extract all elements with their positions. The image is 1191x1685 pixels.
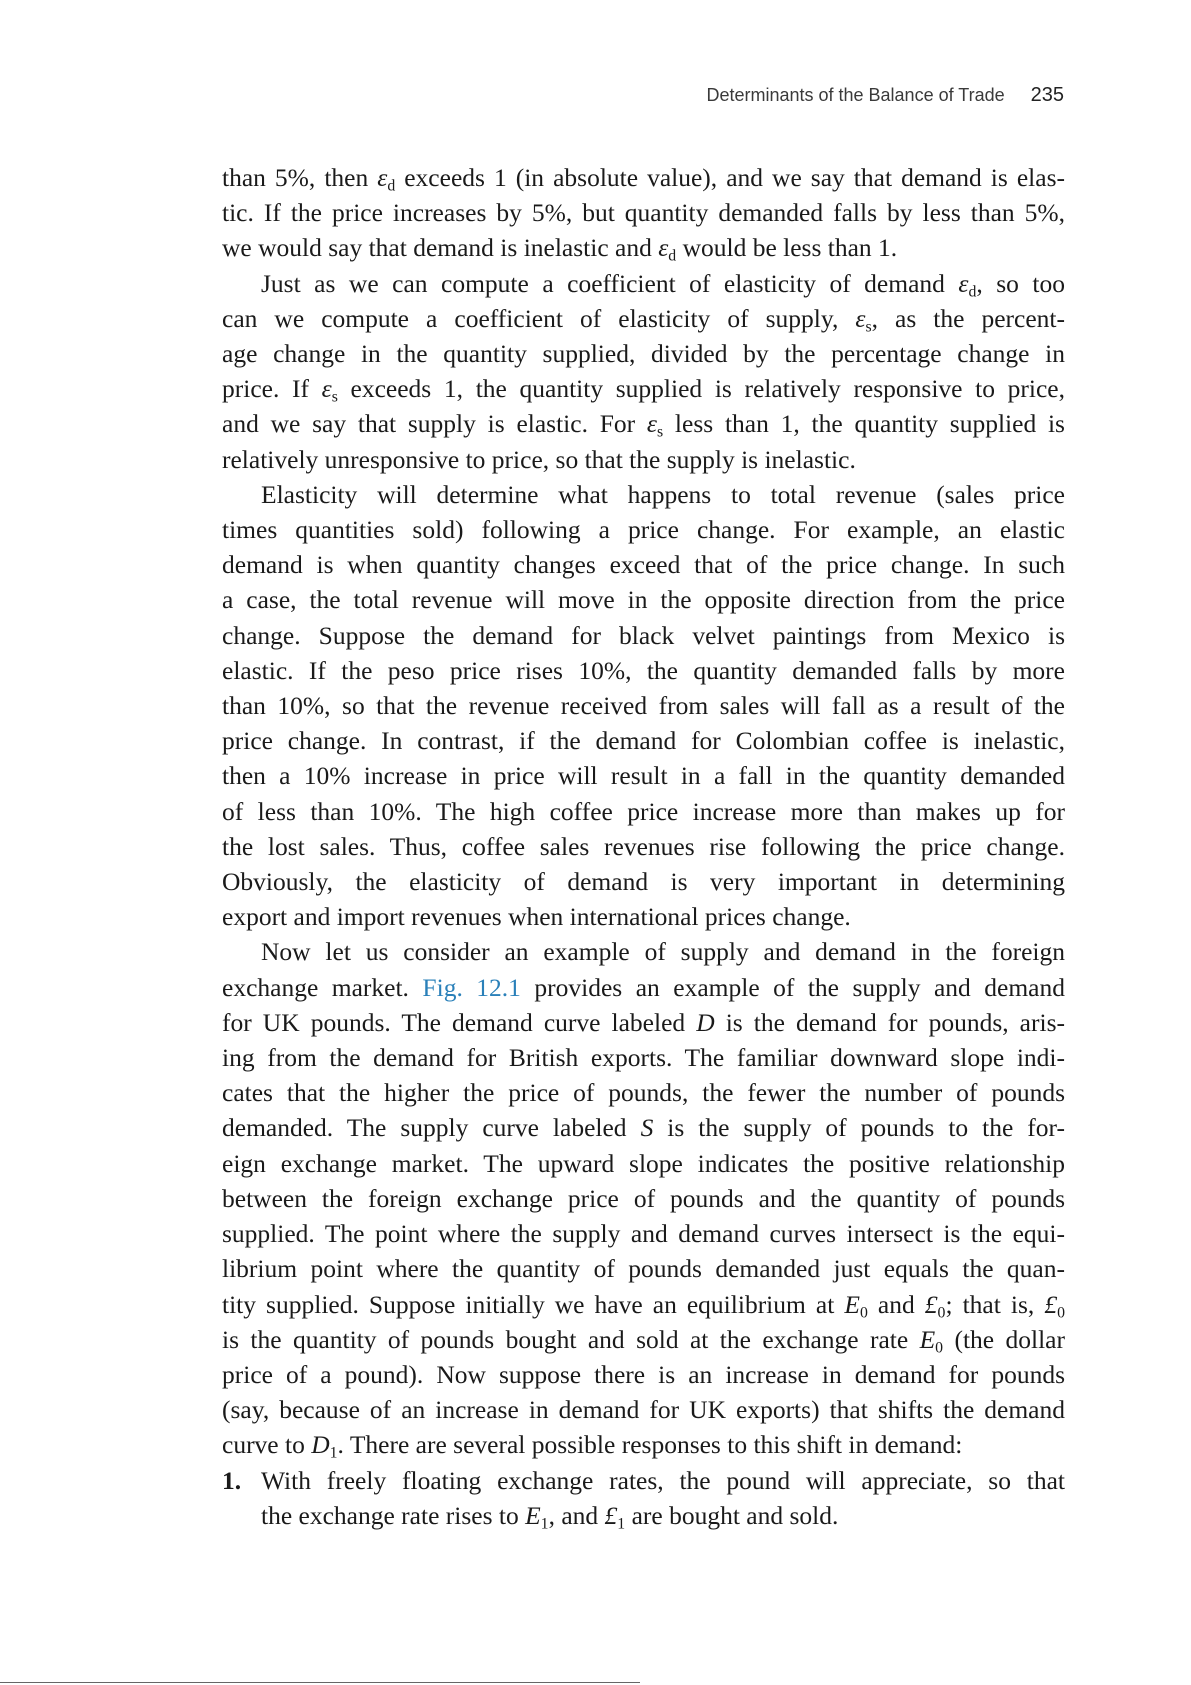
text-line: price of a pound). Now suppose there is an increase in demand for pounds — [222, 1359, 1065, 1389]
text-line: demanded. The supply curve labeled S is the supply of pounds to the for- — [222, 1113, 1066, 1143]
text-line: than 5%, then $\varepsilon_d$ exceeds 1 (in absolute value), and we say that demand is elas- — [222, 163, 1065, 195]
text-line: Obviously, the elasticity of demand is very important in determining — [222, 867, 1065, 897]
text-line: Now let us consider an example of supply and demand in the foreign — [261, 937, 1065, 967]
text-line: exchange market. Fig. 12.1 provides an example of the supply and demand — [222, 972, 1065, 1002]
text-line: is the quantity of pounds bought and sold at the exchange rate $E_0$ (the dollar — [222, 1324, 1065, 1357]
exchange-rate-symbol: E — [844, 1289, 860, 1319]
text-line: then a 10% increase in price will result in a fall in the quantity demanded — [222, 761, 1065, 791]
text-line: demand is when quantity changes exceed that of the price change. In such — [222, 550, 1065, 580]
text-line: the exchange rate rises to $E_1$, and $£_1$ are bought and sold. — [261, 1500, 839, 1533]
exchange-rate-symbol: E — [919, 1324, 936, 1354]
paragraph-3 — [222, 477, 1065, 935]
paragraph-1 — [222, 160, 1065, 266]
pound-symbol: £ — [924, 1289, 938, 1319]
epsilon-symbol: ε — [377, 163, 388, 192]
text-line: the lost sales. Thus, coffee sales revenues rise following the price change. — [222, 831, 1065, 861]
text-line: times quantities sold) following a price change. For example, an elastic — [222, 515, 1065, 545]
epsilon-symbol: ε — [958, 268, 969, 298]
paragraph-2 — [222, 266, 1065, 477]
body-text — [222, 160, 1065, 1533]
epsilon-symbol: ε — [658, 233, 669, 263]
epsilon-symbol: ε — [855, 303, 866, 333]
text-line: age change in the quantity supplied, divided by the percentage change in — [222, 339, 1065, 369]
text-line: price. If $\varepsilon_s$ exceeds 1, the quantity supplied is relatively responsive to price, — [222, 374, 1065, 406]
text-line: between the foreign exchange price of pounds and the quantity of pounds — [222, 1183, 1065, 1213]
footer-rule — [0, 1682, 640, 1683]
text-line: elastic. If the peso price rises 10%, the quantity demanded falls by more — [222, 655, 1065, 685]
epsilon-symbol: ε — [321, 374, 332, 404]
pound-symbol: £ — [604, 1500, 618, 1530]
page-number: 235 — [1030, 84, 1064, 106]
figure-link[interactable]: Fig. 12.1 — [422, 972, 521, 1002]
text-line: ing from the demand for British exports. The familiar downward slope indi- — [222, 1043, 1065, 1073]
list-number: 1. — [222, 1465, 242, 1495]
text-line: cates that the higher the price of pounds, the fewer the number of pounds — [222, 1078, 1065, 1108]
epsilon-symbol: ε — [646, 409, 657, 439]
text-line: relatively unresponsive to price, so that the supply is inelastic. — [222, 444, 856, 474]
text-line: eign exchange market. The upward slope indicates the positive relationship — [222, 1148, 1065, 1178]
text-line: than 10%, so that the revenue received from sales will fall as a result of the — [222, 691, 1065, 721]
text-line: tic. If the price increases by 5%, but quantity demanded falls by less than 5%, — [222, 198, 1065, 228]
text-line: tity supplied. Suppose initially we have an equilibrium at $E_0$ and $£_0$; that is, $£_0$ — [222, 1289, 1065, 1321]
text-line: a case, the total revenue will move in the opposite direction from the price — [222, 585, 1065, 615]
demand-symbol: D — [696, 1007, 715, 1037]
exchange-rate-symbol: E — [525, 1500, 541, 1530]
demand-symbol: D — [311, 1430, 330, 1460]
text-line: supplied. The point where the supply and demand curves intersect is the equi- — [222, 1219, 1065, 1249]
text-line: can we compute a coefficient of elasticity of supply, $\varepsilon_s$, as the percent- — [222, 303, 1065, 336]
supply-symbol: S — [640, 1113, 654, 1143]
text-line: Just as we can compute a coefficient of elasticity of demand $\varepsilon_d$, so too — [261, 268, 1065, 301]
text-line: of less than 10%. The high coffee price increase more than makes up for — [222, 796, 1065, 826]
pound-symbol: £ — [1044, 1289, 1058, 1319]
text-line: (say, because of an increase in demand for UK exports) that shifts the demand — [222, 1395, 1065, 1425]
text-line: price change. In contrast, if the demand for Colombian coffee is inelastic, — [222, 726, 1065, 756]
text-line: and we say that supply is elastic. For $\varepsilon_s$ less than 1, the quantity supplied is — [222, 409, 1065, 441]
text-line: change. Suppose the demand for black velvet paintings from Mexico is — [222, 620, 1065, 650]
text-line: curve to $D_1$. There are several possible responses to this shift in demand: — [222, 1430, 963, 1462]
text-line: we would say that demand is inelastic and $\varepsilon_d$ would be less than 1. — [222, 233, 898, 265]
text-line: With freely floating exchange rates, the pound will appreciate, so that — [261, 1465, 1065, 1495]
text-line: librium point where the quantity of pounds demanded just equals the quan- — [222, 1254, 1065, 1284]
running-head — [706, 84, 1064, 107]
text-line: for UK pounds. The demand curve labeled D is the demand for pounds, aris- — [222, 1007, 1065, 1037]
list-item — [222, 1463, 1065, 1533]
paragraph-4 — [222, 934, 1065, 1462]
text-line: export and import revenues when international prices change. — [222, 902, 851, 932]
text-line: Elasticity will determine what happens to total revenue (sales price — [261, 479, 1065, 509]
running-title: Determinants of the Balance of Trade — [706, 85, 1005, 105]
